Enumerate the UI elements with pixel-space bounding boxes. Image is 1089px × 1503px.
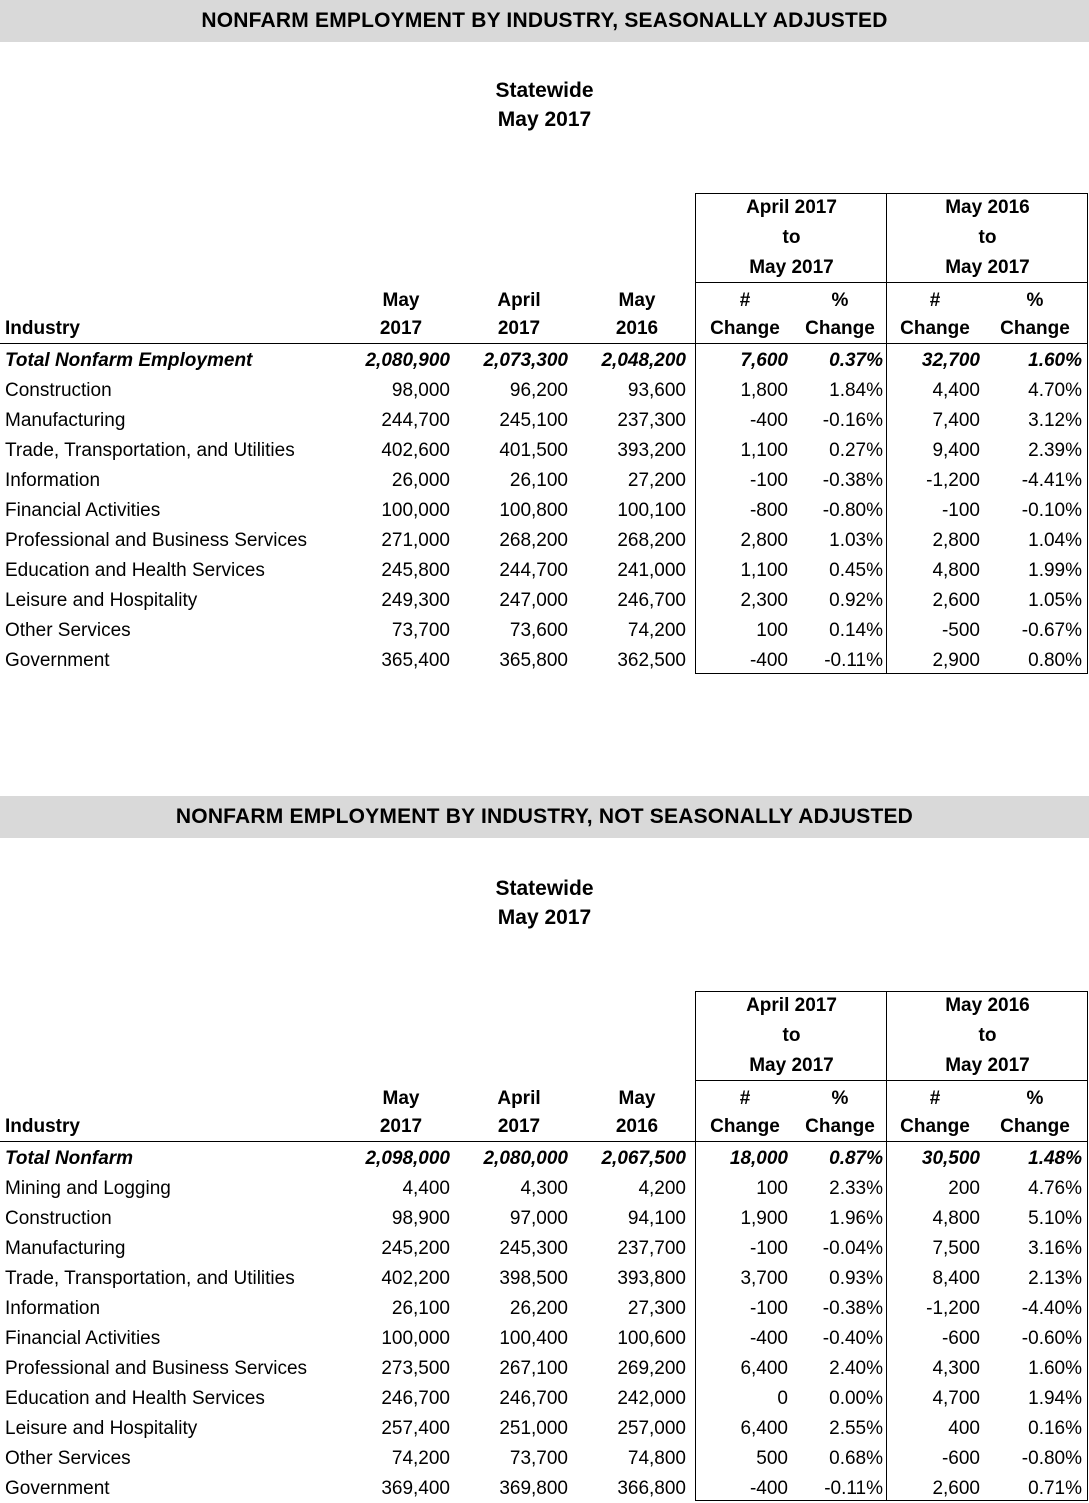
table-row [0,1174,1089,1204]
cell-may-2017: 257,400 [381,1418,450,1439]
cell-month-pct-change: 1.84% [829,380,883,401]
industry-name: Other Services [5,1448,131,1469]
cell-year-pct-change: 0.80% [1028,650,1082,671]
table-row [0,406,1089,436]
cell-may-2017: 74,200 [391,1448,450,1469]
cell-year-pct-change: 2.13% [1028,1268,1082,1289]
cell-may-2016: 268,200 [617,530,686,551]
industry-name: Education and Health Services [5,560,265,581]
table-row [0,466,1089,496]
cell-year-pct-change: 1.04% [1028,530,1082,551]
industry-name: Manufacturing [5,410,126,431]
cell-year-num-change: 32,700 [921,350,980,371]
cell-april-2017: 401,500 [499,440,568,461]
cell-year-pct-change: 4.70% [1028,380,1082,401]
industry-name: Manufacturing [5,1238,126,1259]
cell-month-pct-change: 1.03% [829,530,883,551]
cell-month-pct-change: 1.96% [829,1208,883,1229]
group-header-monthly: April 2017 to May 2017 [746,995,837,1076]
header-month-num-change: # Change [710,290,780,339]
cell-year-num-change: -500 [941,620,980,641]
cell-month-pct-change: 0.37% [829,350,883,371]
table-seasonally-adjusted [0,0,1089,700]
cell-april-2017: 251,000 [499,1418,568,1439]
cell-may-2017: 4,400 [402,1178,450,1199]
header-year-pct-change: % Change [1000,290,1070,339]
cell-year-num-change: -600 [941,1448,980,1469]
cell-month-pct-change: -0.16% [822,410,883,431]
cell-month-num-change: -400 [749,1478,788,1499]
cell-month-pct-change: -0.80% [822,500,883,521]
cell-may-2016: 257,000 [617,1418,686,1439]
cell-april-2017: 73,700 [509,1448,568,1469]
cell-month-pct-change: 0.93% [829,1268,883,1289]
cell-year-pct-change: 3.16% [1028,1238,1082,1259]
cell-month-num-change: -100 [749,470,788,491]
cell-month-num-change: 2,800 [740,530,788,551]
cell-month-pct-change: -0.38% [822,470,883,491]
cell-may-2016: 93,600 [627,380,686,401]
cell-may-2017: 26,000 [391,470,450,491]
cell-year-pct-change: 5.10% [1028,1208,1082,1229]
cell-may-2016: 362,500 [617,650,686,671]
cell-may-2016: 2,067,500 [601,1148,686,1169]
table-row [0,1444,1089,1474]
cell-year-num-change: -1,200 [926,1298,980,1319]
cell-year-num-change: 2,600 [932,1478,980,1499]
header-industry: Industry [5,318,80,339]
cell-month-pct-change: -0.11% [824,650,883,671]
header-april-2017: April 2017 [497,1088,541,1137]
cell-year-num-change: 9,400 [932,440,980,461]
cell-may-2016: 4,200 [638,1178,686,1199]
cell-may-2017: 369,400 [381,1478,450,1499]
cell-month-num-change: 18,000 [729,1148,788,1169]
table-not-seasonally-adjusted [0,796,1089,1503]
cell-month-pct-change: 0.87% [829,1148,883,1169]
cell-may-2017: 2,080,900 [365,350,450,371]
cell-april-2017: 2,073,300 [483,350,568,371]
cell-month-pct-change: 0.00% [829,1388,883,1409]
cell-year-pct-change: 1.60% [1028,1358,1082,1379]
cell-month-pct-change: 0.92% [829,590,883,611]
table-row [0,1204,1089,1234]
cell-may-2017: 365,400 [381,650,450,671]
cell-may-2016: 393,800 [617,1268,686,1289]
cell-year-num-change: 4,700 [932,1388,980,1409]
group-header-monthly: April 2017 to May 2017 [746,197,837,278]
industry-name: Financial Activities [5,1328,161,1349]
section-banner: NONFARM EMPLOYMENT BY INDUSTRY, NOT SEASONALLY ADJUSTED [0,796,1089,838]
table-row [0,436,1089,466]
cell-year-pct-change: -4.41% [1021,470,1082,491]
cell-month-num-change: 100 [756,620,788,641]
group-header-yearly: May 2016 to May 2017 [945,197,1030,278]
total-row [0,1144,1089,1174]
industry-name: Information [5,1298,101,1319]
industry-name: Government [5,650,110,671]
header-may-2017: May 2017 [379,290,423,339]
cell-april-2017: 244,700 [499,560,568,581]
industry-name: Professional and Business Services [5,530,308,551]
cell-april-2017: 97,000 [509,1208,568,1229]
cell-may-2017: 246,700 [381,1388,450,1409]
table-row [0,1264,1089,1294]
cell-year-pct-change: 4.76% [1028,1178,1082,1199]
cell-year-num-change: 2,600 [932,590,980,611]
cell-month-num-change: -800 [749,500,788,521]
cell-year-pct-change: 3.12% [1028,410,1082,431]
cell-may-2016: 393,200 [617,440,686,461]
cell-year-num-change: 7,400 [932,410,980,431]
cell-april-2017: 2,080,000 [483,1148,568,1169]
industry-name: Construction [5,1208,112,1229]
table-row [0,646,1089,676]
cell-may-2017: 26,100 [391,1298,450,1319]
industry-name: Financial Activities [5,500,161,521]
cell-april-2017: 365,800 [499,650,568,671]
industry-name: Leisure and Hospitality [5,590,198,611]
cell-month-pct-change: -0.04% [822,1238,883,1259]
cell-may-2016: 94,100 [627,1208,686,1229]
cell-may-2017: 73,700 [391,620,450,641]
cell-month-num-change: -100 [749,1238,788,1259]
cell-may-2017: 273,500 [381,1358,450,1379]
table-row [0,1474,1089,1503]
cell-april-2017: 245,100 [499,410,568,431]
cell-month-num-change: -400 [749,410,788,431]
header-divider [0,1141,1088,1142]
cell-april-2017: 369,800 [499,1478,568,1499]
cell-month-num-change: 1,100 [740,560,788,581]
cell-may-2016: 100,100 [617,500,686,521]
cell-may-2016: 100,600 [617,1328,686,1349]
cell-year-num-change: 4,800 [932,560,980,581]
cell-year-pct-change: 1.99% [1028,560,1082,581]
cell-may-2016: 242,000 [617,1388,686,1409]
header-may-2017: May 2017 [379,1088,423,1137]
cell-may-2017: 98,000 [391,380,450,401]
header-year-pct-change: % Change [1000,1088,1070,1137]
cell-april-2017: 100,400 [499,1328,568,1349]
cell-may-2017: 402,200 [381,1268,450,1289]
cell-april-2017: 246,700 [499,1388,568,1409]
cell-year-num-change: 8,400 [932,1268,980,1289]
cell-may-2017: 402,600 [381,440,450,461]
cell-may-2017: 2,098,000 [365,1148,450,1169]
cell-month-pct-change: -0.40% [822,1328,883,1349]
cell-year-num-change: 4,400 [932,380,980,401]
cell-year-pct-change: -0.67% [1021,620,1082,641]
header-year-num-change: # Change [900,290,970,339]
table-row [0,526,1089,556]
table-row [0,1234,1089,1264]
cell-month-num-change: 1,100 [740,440,788,461]
cell-year-pct-change: 2.39% [1028,440,1082,461]
industry-name: Information [5,470,101,491]
industry-name: Mining and Logging [5,1178,171,1199]
header-industry: Industry [5,1116,80,1137]
cell-april-2017: 26,200 [509,1298,568,1319]
header-month-num-change: # Change [710,1088,780,1137]
cell-year-pct-change: 0.16% [1028,1418,1082,1439]
cell-year-num-change: -600 [941,1328,980,1349]
cell-month-num-change: 1,800 [740,380,788,401]
cell-may-2017: 100,000 [381,500,450,521]
cell-april-2017: 100,800 [499,500,568,521]
cell-year-pct-change: -4.40% [1021,1298,1082,1319]
cell-may-2017: 98,900 [391,1208,450,1229]
table-row [0,1414,1089,1444]
cell-april-2017: 245,300 [499,1238,568,1259]
cell-may-2016: 2,048,200 [601,350,686,371]
industry-name: Total Nonfarm Employment [5,350,253,371]
subtitle-region: Statewide [495,877,594,900]
industry-name: Trade, Transportation, and Utilities [5,440,295,461]
cell-month-pct-change: 2.33% [829,1178,883,1199]
subtitle-date: May 2017 [497,108,592,131]
cell-year-pct-change: 1.48% [1028,1148,1082,1169]
section-banner: NONFARM EMPLOYMENT BY INDUSTRY, SEASONALLY ADJUSTED [0,0,1089,42]
cell-month-num-change: 500 [756,1448,788,1469]
cell-may-2016: 27,200 [627,470,686,491]
cell-month-pct-change: 0.14% [829,620,883,641]
cell-month-num-change: 2,300 [740,590,788,611]
header-may-2016: May 2016 [615,1088,659,1137]
cell-april-2017: 73,600 [509,620,568,641]
subtitle-date: May 2017 [497,906,592,929]
table-row [0,496,1089,526]
cell-month-pct-change: -0.11% [824,1478,883,1499]
cell-april-2017: 247,000 [499,590,568,611]
cell-april-2017: 267,100 [499,1358,568,1379]
cell-month-num-change: 1,900 [740,1208,788,1229]
table-row [0,1354,1089,1384]
cell-year-num-change: 30,500 [921,1148,980,1169]
cell-month-num-change: 7,600 [740,350,788,371]
cell-month-pct-change: 2.55% [829,1418,883,1439]
cell-april-2017: 398,500 [499,1268,568,1289]
header-may-2016: May 2016 [615,290,659,339]
table-row [0,376,1089,406]
cell-year-num-change: 4,800 [932,1208,980,1229]
cell-year-num-change: -100 [941,500,980,521]
total-row [0,346,1089,376]
industry-name: Government [5,1478,110,1499]
header-year-num-change: # Change [900,1088,970,1137]
cell-month-num-change: -100 [749,1298,788,1319]
cell-year-num-change: 2,900 [932,650,980,671]
cell-year-pct-change: 0.71% [1028,1478,1082,1499]
industry-name: Leisure and Hospitality [5,1418,198,1439]
table-row [0,1294,1089,1324]
cell-may-2016: 27,300 [627,1298,686,1319]
cell-may-2017: 244,700 [381,410,450,431]
cell-year-pct-change: -0.80% [1021,1448,1082,1469]
cell-year-pct-change: 1.60% [1028,350,1082,371]
cell-year-pct-change: 1.05% [1028,590,1082,611]
cell-may-2016: 241,000 [617,560,686,581]
header-divider [0,343,1088,344]
cell-may-2016: 74,200 [627,620,686,641]
header-april-2017: April 2017 [497,290,541,339]
cell-month-num-change: -400 [749,650,788,671]
cell-year-num-change: 200 [948,1178,980,1199]
cell-may-2016: 269,200 [617,1358,686,1379]
cell-may-2017: 271,000 [381,530,450,551]
cell-year-num-change: 4,300 [932,1358,980,1379]
industry-name: Total Nonfarm [5,1148,134,1169]
table-row [0,556,1089,586]
cell-may-2016: 246,700 [617,590,686,611]
cell-month-pct-change: 0.45% [829,560,883,581]
cell-month-pct-change: 0.27% [829,440,883,461]
cell-year-num-change: 2,800 [932,530,980,551]
subtitle-region: Statewide [495,79,594,102]
group-header-yearly: May 2016 to May 2017 [945,995,1030,1076]
cell-year-pct-change: 1.94% [1028,1388,1082,1409]
table-row [0,616,1089,646]
cell-may-2016: 74,800 [627,1448,686,1469]
cell-month-num-change: 6,400 [740,1358,788,1379]
cell-april-2017: 96,200 [509,380,568,401]
cell-may-2017: 100,000 [381,1328,450,1349]
cell-month-num-change: 6,400 [740,1418,788,1439]
cell-month-num-change: 0 [777,1388,788,1409]
cell-month-num-change: -400 [749,1328,788,1349]
industry-name: Other Services [5,620,131,641]
table-row [0,586,1089,616]
cell-month-num-change: 3,700 [740,1268,788,1289]
cell-year-pct-change: -0.60% [1021,1328,1082,1349]
table-row [0,1384,1089,1414]
industry-name: Construction [5,380,112,401]
cell-may-2017: 245,200 [381,1238,450,1259]
cell-april-2017: 4,300 [520,1178,568,1199]
cell-may-2016: 366,800 [617,1478,686,1499]
cell-year-num-change: 7,500 [932,1238,980,1259]
cell-year-num-change: -1,200 [926,470,980,491]
table-row [0,1324,1089,1354]
header-month-pct-change: % Change [805,290,875,339]
cell-april-2017: 26,100 [509,470,568,491]
cell-may-2017: 249,300 [381,590,450,611]
cell-may-2016: 237,700 [617,1238,686,1259]
cell-year-pct-change: -0.10% [1021,500,1082,521]
industry-name: Professional and Business Services [5,1358,308,1379]
cell-may-2016: 237,300 [617,410,686,431]
header-month-pct-change: % Change [805,1088,875,1137]
industry-name: Trade, Transportation, and Utilities [5,1268,295,1289]
industry-name: Education and Health Services [5,1388,265,1409]
cell-month-pct-change: 2.40% [829,1358,883,1379]
cell-month-pct-change: -0.38% [822,1298,883,1319]
cell-month-num-change: 100 [756,1178,788,1199]
cell-month-pct-change: 0.68% [829,1448,883,1469]
cell-may-2017: 245,800 [381,560,450,581]
cell-april-2017: 268,200 [499,530,568,551]
cell-year-num-change: 400 [948,1418,980,1439]
